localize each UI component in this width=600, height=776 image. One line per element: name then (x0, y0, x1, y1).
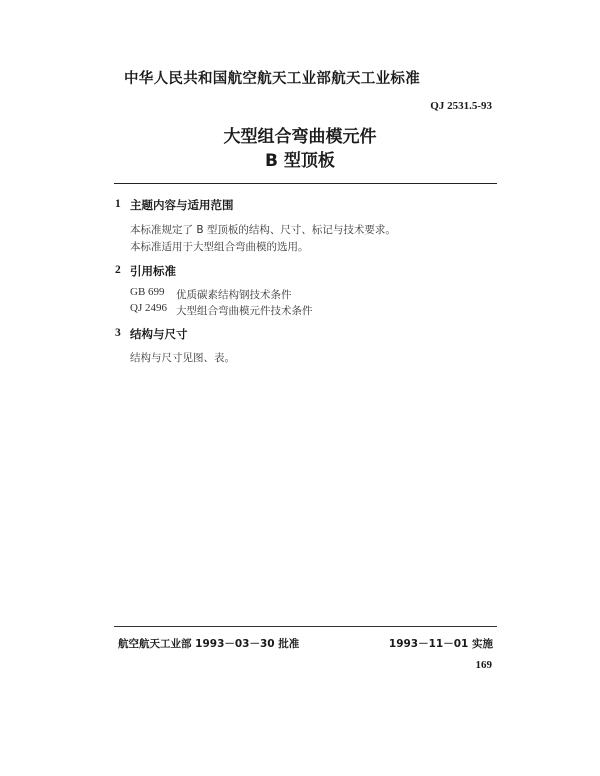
reference-1-title: 优质碳素结构钢技术条件 (176, 289, 292, 301)
section-2-number: 2 (115, 264, 121, 276)
section-1-number: 1 (115, 198, 121, 210)
document-subtitle: B 型顶板 (265, 151, 335, 171)
reference-2-code: QJ 2496 (130, 302, 167, 314)
section-3-paragraph-1: 结构与尺寸见图、表。 (130, 352, 235, 364)
implementation-date: 1993－11－01 实施 (388, 638, 493, 650)
section-1-paragraph-1: 本标准规定了 B 型顶板的结构、尺寸、标记与技术要求。 (130, 224, 396, 236)
section-3-title: 结构与尺寸 (130, 327, 188, 341)
document-title: 大型组合弯曲模元件 (223, 127, 377, 147)
footer-divider (114, 626, 497, 627)
page-number: 169 (475, 659, 492, 671)
header-divider (114, 183, 497, 184)
standard-issuer: 中华人民共和国航空航天工业部航天工业标准 (124, 71, 420, 87)
approval-statement: 航空航天工业部 1993－03－30 批准 (118, 638, 300, 650)
section-1-title: 主题内容与适用范围 (130, 198, 234, 212)
section-3-number: 3 (115, 327, 121, 339)
section-2-title: 引用标准 (130, 264, 176, 278)
section-1-paragraph-2: 本标准适用于大型组合弯曲模的选用。 (130, 241, 309, 253)
reference-1-code: GB 699 (130, 286, 165, 298)
reference-2-title: 大型组合弯曲模元件技术条件 (176, 305, 313, 317)
standard-code: QJ 2531.5-93 (430, 100, 492, 112)
